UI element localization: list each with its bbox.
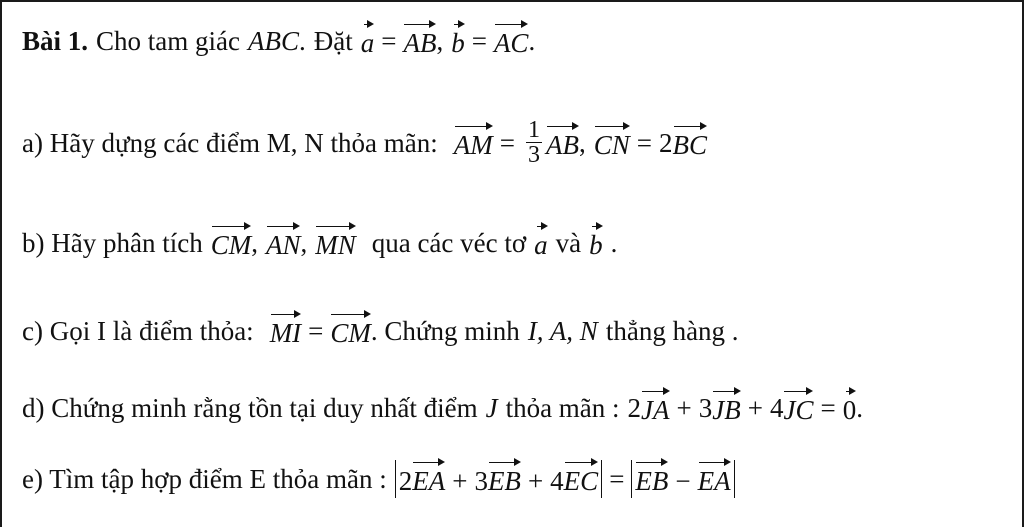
- vector-BC: BC: [673, 124, 708, 162]
- coefficient: 3: [698, 393, 713, 423]
- equals: =: [308, 316, 324, 346]
- vector-JB: JB: [712, 389, 740, 427]
- plus: +: [676, 393, 692, 423]
- equals: =: [636, 127, 652, 158]
- set-text: Đặt: [313, 26, 353, 56]
- coefficient: 2: [398, 466, 413, 496]
- equals: =: [609, 464, 625, 494]
- part-b-text: b) Hãy phân tích: [22, 228, 203, 258]
- part-e-text: e) Tìm tập hợp điểm E thỏa mãn :: [22, 464, 387, 494]
- vector-a: a: [534, 224, 548, 262]
- vector-AM: AM: [454, 124, 493, 162]
- collinear-text: thẳng hàng .: [605, 316, 739, 346]
- points-IAN: I, A, N: [527, 316, 598, 346]
- coefficient: 4: [769, 393, 784, 423]
- vector-AC: AC: [494, 22, 529, 60]
- part-c-text: c) Gọi I là điểm thỏa:: [22, 316, 254, 346]
- part-c: [22, 312, 739, 350]
- plus: +: [747, 393, 763, 423]
- vector-MI: MI: [270, 312, 301, 350]
- and-text: và: [555, 228, 582, 258]
- vector-EB: EB: [635, 460, 668, 498]
- vector-b: b: [589, 224, 603, 262]
- punct: .: [298, 26, 306, 56]
- intro-text: Cho tam giác: [96, 26, 240, 56]
- abs-left: [395, 460, 602, 498]
- vector-a: a: [361, 22, 375, 60]
- vector-CN: CN: [594, 124, 630, 162]
- plus: +: [452, 466, 468, 496]
- comma: ,: [436, 26, 444, 56]
- exercise-number: Bài 1.: [22, 26, 89, 56]
- coefficient: 2: [627, 393, 642, 423]
- vector-EC: EC: [564, 460, 599, 498]
- part-d-text: d) Chứng minh rằng tồn tại duy nhất điểm: [22, 393, 478, 423]
- triangle-name: ABC: [247, 26, 299, 56]
- coefficient: 2: [659, 127, 673, 158]
- vector-EA: EA: [412, 460, 445, 498]
- part-e: [22, 460, 735, 498]
- denominator: 3: [527, 142, 540, 168]
- via-text: qua các véc tơ: [371, 228, 527, 258]
- part-d: [22, 389, 863, 427]
- vector-AB: AB: [546, 124, 579, 162]
- vector-JC: JC: [783, 389, 813, 427]
- exercise-title-line: [22, 22, 535, 60]
- coefficient: 3: [474, 466, 488, 496]
- vector-AN: AN: [266, 224, 301, 262]
- equals: =: [381, 26, 397, 56]
- comma: ,: [578, 127, 586, 158]
- abs-right: [631, 460, 734, 498]
- fraction-one-third: [526, 118, 542, 167]
- satisfy-text: thỏa mãn :: [505, 393, 620, 423]
- numerator: 1: [527, 117, 540, 143]
- comma: ,: [251, 228, 258, 258]
- vector-CM: CM: [330, 312, 371, 350]
- plus: +: [527, 466, 544, 496]
- comma: ,: [300, 228, 308, 258]
- equals: =: [471, 26, 487, 56]
- vector-MN: MN: [315, 224, 356, 262]
- part-a: [22, 118, 707, 167]
- vector-JA: JA: [641, 389, 669, 427]
- punct: .: [610, 228, 618, 258]
- vector-b: b: [451, 22, 465, 60]
- part-a-text: a) Hãy dựng các điểm M, N thỏa mãn:: [22, 127, 438, 158]
- coefficient: 4: [550, 466, 564, 496]
- zero-vector: 0: [843, 389, 857, 427]
- vector-EB: EB: [488, 460, 521, 498]
- point-J: J: [485, 393, 498, 423]
- vector-EA: EA: [698, 460, 731, 498]
- minus: −: [675, 466, 691, 496]
- equals: =: [820, 393, 836, 423]
- prove-text: . Chứng minh: [370, 316, 520, 346]
- equals: =: [499, 127, 515, 158]
- vector-AB: AB: [403, 22, 436, 60]
- part-b: [22, 224, 617, 262]
- punct: .: [528, 26, 536, 56]
- vector-CM: CM: [211, 224, 252, 262]
- punct: .: [856, 393, 863, 423]
